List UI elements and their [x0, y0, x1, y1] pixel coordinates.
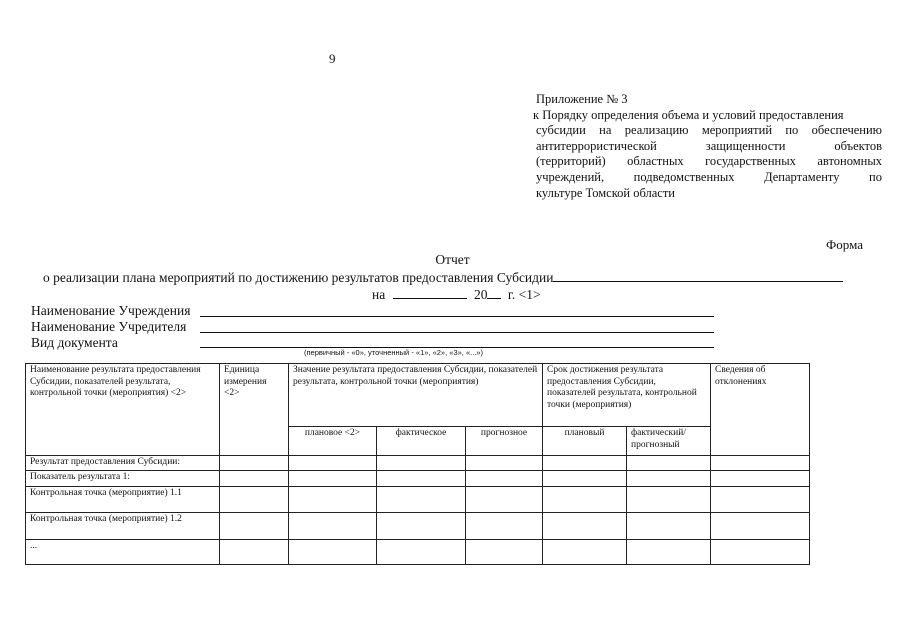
date-year-underline [487, 286, 501, 299]
header-unit: Единица измерения <2> [220, 364, 289, 456]
report-subtitle-line [43, 269, 843, 286]
table-row [26, 470, 810, 486]
subheader-deadline-planned: плановый [543, 427, 627, 456]
appendix-line: антитеррористической защищенности объектов [536, 138, 882, 153]
appendix-title: Приложение № 3 [536, 92, 628, 106]
header-value: Значение результата предоставления Субсидии, показателей результата, контрольной точки (мероприятия) [289, 364, 543, 427]
appendix-line: субсидии на реализацию мероприятий по обеспечению [536, 123, 882, 138]
institution-underline [200, 316, 714, 317]
appendix-line: (территорий) областных государственных автономных [536, 154, 882, 169]
report-title: Отчет [435, 252, 470, 267]
table-row [26, 539, 810, 564]
appendix-block [533, 92, 882, 201]
table-header-row [26, 364, 810, 427]
form-label: Форма [826, 237, 863, 252]
row-label: Результат предоставления Субсидии: [26, 456, 220, 471]
row-label: Контрольная точка (мероприятие) 1.2 [26, 512, 220, 539]
doc-type-label: Вид документа [31, 335, 118, 350]
table-row [26, 486, 810, 512]
row-label: Контрольная точка (мероприятие) 1.1 [26, 486, 220, 512]
row-label: ... [26, 539, 220, 564]
date-suffix: г. <1> [507, 287, 541, 302]
date-year: 20 [473, 287, 488, 302]
subheader-planned: плановое <2> [289, 427, 377, 456]
doc-type-hint: (первичный - «0», уточненный - «1», «2», «3», «...») [304, 348, 484, 357]
row-label: Показатель результата 1: [26, 470, 220, 486]
appendix-line: к Порядку определения объема и условий предоставления [533, 107, 844, 122]
appendix-line: учреждений, подведомственных Департаменту по [536, 169, 882, 184]
founder-underline [200, 332, 714, 333]
page-number: 9 [329, 51, 336, 66]
table-row [26, 456, 810, 471]
report-subtitle: о реализации плана мероприятий по достижению результатов предоставления Субсидии [43, 270, 554, 285]
founder-label: Наименование Учредителя [31, 319, 187, 334]
appendix-line: культуре Томской области [536, 185, 675, 200]
header-deviations: Сведения об отклонениях [711, 364, 810, 456]
header-deadline: Срок достижения результата предоставления Субсидии, показателей результата, контрольной точки (мероприятия) [543, 364, 711, 427]
institution-label: Наименование Учреждения [31, 303, 191, 318]
subheader-forecast: прогнозное [466, 427, 543, 456]
table-row [26, 512, 810, 539]
report-table [25, 363, 810, 565]
subheader-actual: фактическое [377, 427, 466, 456]
date-prefix: на [372, 287, 386, 302]
report-date-line [372, 286, 541, 303]
date-day-month-underline [393, 286, 467, 299]
subsidy-name-underline [553, 269, 843, 282]
subheader-deadline-actual: фактический/ прогнозный [627, 427, 711, 456]
header-name: Наименование результата предоставления Субсидии, показателей результата, контрольной точки (мероприятия) <2> [26, 364, 220, 456]
